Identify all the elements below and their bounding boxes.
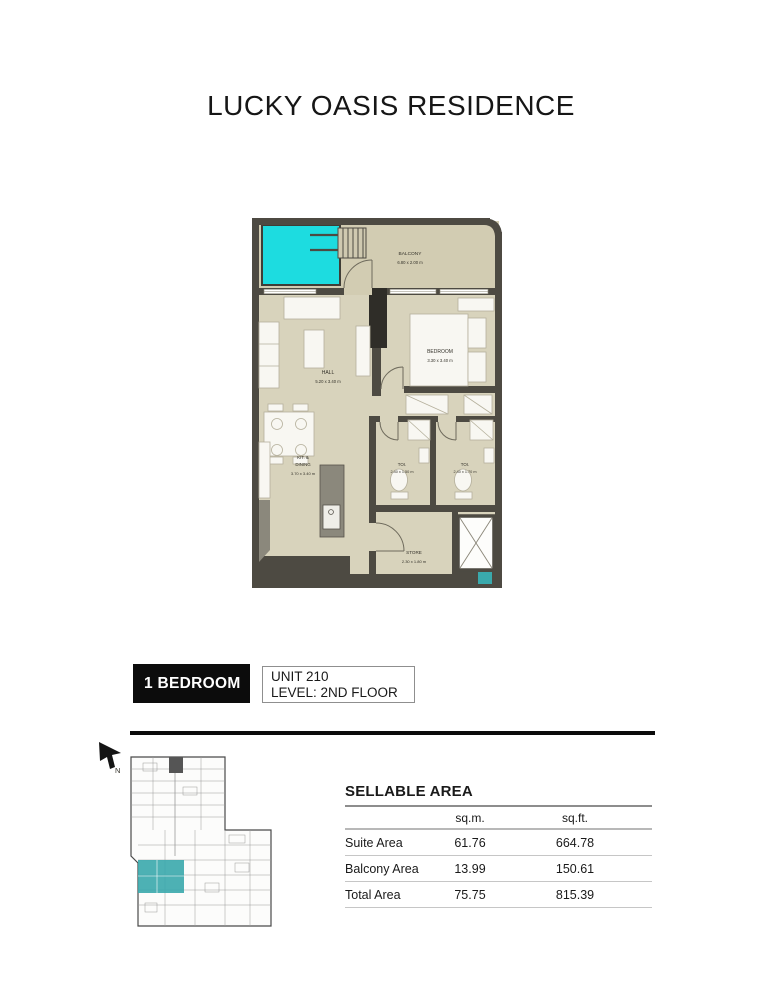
store-label: STORE [406,550,422,555]
kitchen-dims: 3.70 x 3.40 m [290,471,316,476]
store-dims: 2.30 x 1.80 m [401,559,427,564]
unit-number: UNIT 210 [271,669,329,684]
table-row [345,830,652,856]
balcony-dims: 6.80 x 2.00 m [397,260,423,265]
hall-dims: 5.20 x 3.40 m [315,379,341,384]
sellable-area-table [345,807,652,908]
row-sqft: 664.78 [555,835,595,850]
table-header-row [345,807,652,830]
toilet1-label: TOI. [397,462,407,467]
header-sqm: sq.m. [455,810,485,825]
toilet2-dims: 2.40 x 1.70 m [453,470,477,474]
kitchen-label-1: KIT. & [297,455,309,460]
shaft [458,516,494,570]
row-sqft: 150.61 [555,861,595,876]
bedroom-dims: 3.30 x 3.40 m [427,358,453,363]
service-marker [478,572,492,584]
header-sqft: sq.ft. [561,810,588,825]
table-row [345,882,652,908]
toilet1-dims: 2.40 x 1.50 m [390,470,414,474]
row-sqft: 815.39 [555,887,595,902]
row-label: Total Area [345,887,401,902]
key-plan-highlighted-unit [138,860,184,893]
structural-column [369,288,387,348]
row-sqm: 61.76 [454,835,486,850]
unit-type-badge: 1 BEDROOM [133,664,250,703]
sellable-area-section [345,783,652,908]
unit-level: LEVEL: 2ND FLOOR [271,685,398,700]
hall-label: HALL [321,370,335,376]
row-sqm: 13.99 [454,861,486,876]
balcony-label: BALCONY [398,252,422,257]
table-row [345,856,652,882]
bedroom-label: BEDROOM [427,349,453,355]
unit-info-box [262,666,415,703]
key-plan [125,753,277,935]
row-label: Suite Area [345,835,403,850]
kitchen-label-2: DINING [295,462,311,467]
north-arrow-icon [96,740,126,774]
row-sqm: 75.75 [454,887,486,902]
unit-floor-plan [252,218,502,590]
balcony-door-gap [344,288,372,295]
sellable-area-title: SELLABLE AREA [345,783,652,807]
toilet2-label: TOI. [460,462,470,467]
row-label: Balcony Area [345,861,419,876]
key-plan-core [169,757,183,773]
north-label: N [115,766,121,774]
section-divider [130,731,655,735]
page-title: LUCKY OASIS RESIDENCE [207,90,575,121]
